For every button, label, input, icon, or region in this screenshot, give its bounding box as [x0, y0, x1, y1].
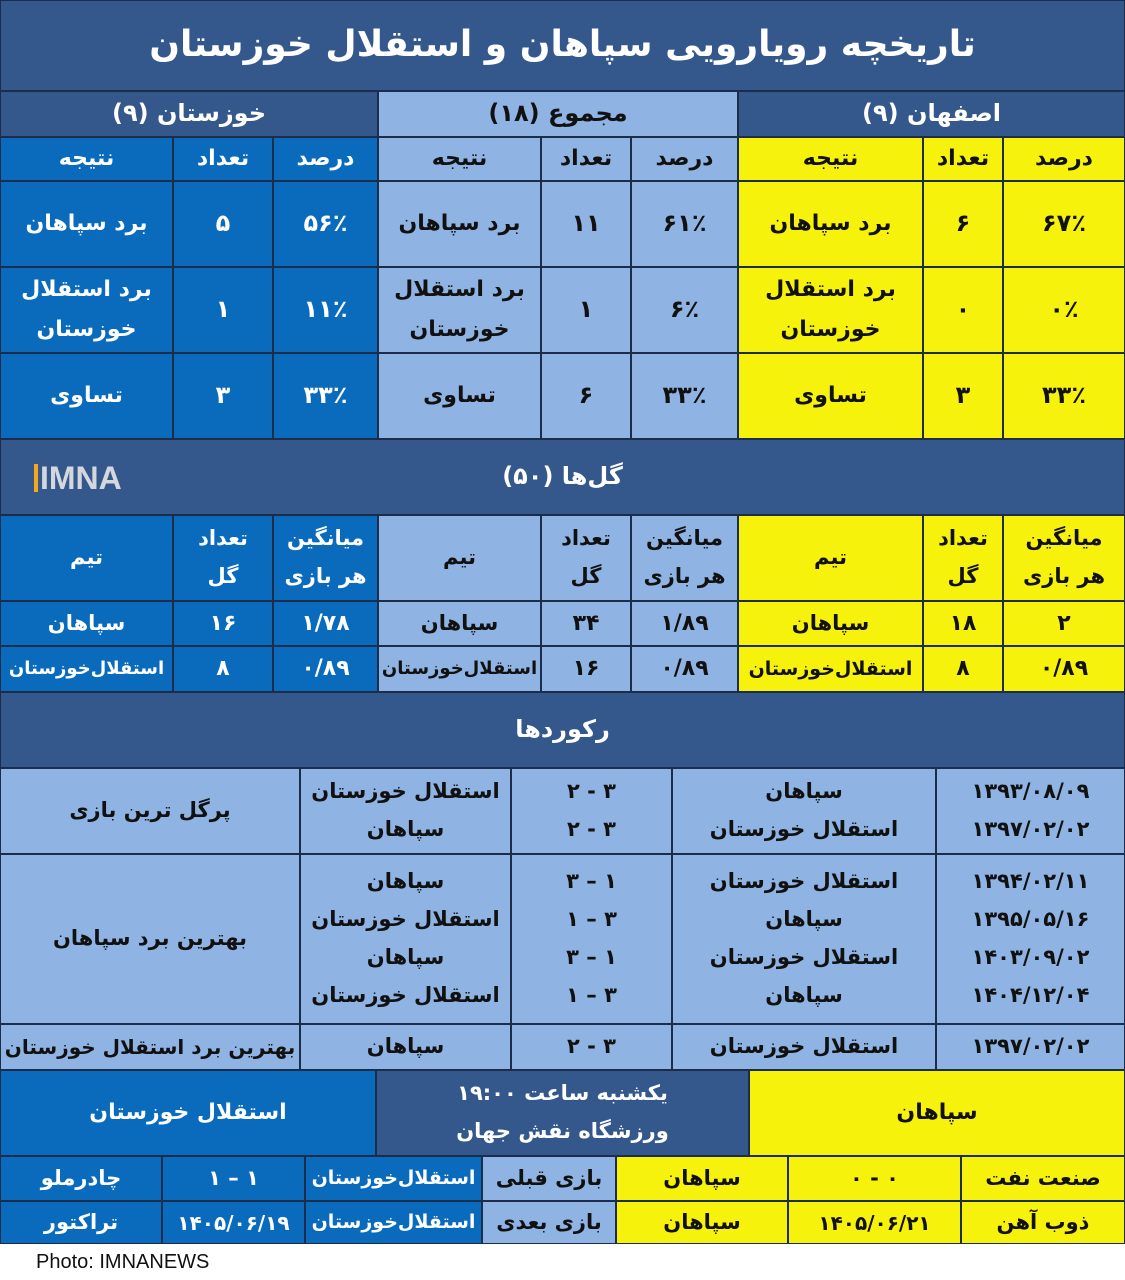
- khuzestan-count-value: ۳: [173, 353, 273, 439]
- total-percent-value: ۶۱٪: [631, 181, 738, 267]
- match-venue: ورزشگاه نقش جهان: [456, 1119, 669, 1143]
- isfahan-team-name: استقلال‌خوزستان: [738, 646, 923, 692]
- esteghlal-prev-team: استقلال‌خوزستان: [305, 1156, 482, 1201]
- prev-match-label: بازی قبلی: [482, 1156, 616, 1201]
- khuzestan-goals-count-header: تعداد گل: [173, 515, 273, 601]
- record-away-team: استقلال خوزستان سپاهان: [300, 768, 511, 854]
- esteghlal-next-date: ۱۴۰۵/۰۶/۱۹: [162, 1201, 305, 1244]
- isfahan-percent-value: ۳۳٪: [1003, 353, 1125, 439]
- record-home-team: استقلال خوزستان: [672, 1024, 936, 1070]
- total-team-name: استقلال‌خوزستان: [378, 646, 541, 692]
- next-match-label: بازی بعدی: [482, 1201, 616, 1244]
- khuzestan-count-value: ۱: [173, 267, 273, 353]
- total-result-header: نتیجه: [378, 137, 541, 181]
- match-away-team: استقلال خوزستان: [0, 1070, 376, 1156]
- khuzestan-percent-value: ۱۱٪: [273, 267, 378, 353]
- total-percent-value: ۶٪: [631, 267, 738, 353]
- total-goals-count-header: تعداد گل: [541, 515, 631, 601]
- logo-accent-bar: [34, 464, 38, 492]
- khuzestan-count-value: ۵: [173, 181, 273, 267]
- isfahan-goals-avg: ۲: [1003, 601, 1125, 646]
- khuzestan-team-name: استقلال‌خوزستان: [0, 646, 173, 692]
- isfahan-result-header: نتیجه: [738, 137, 923, 181]
- isfahan-percent-header: درصد: [1003, 137, 1125, 181]
- records-title: رکوردها: [0, 692, 1125, 768]
- khuzestan-result-label: تساوی: [0, 353, 173, 439]
- isfahan-goals-count-header: تعداد گل: [923, 515, 1003, 601]
- sepahan-next-date: ۱۴۰۵/۰۶/۲۱: [788, 1201, 961, 1244]
- total-result-label: تساوی: [378, 353, 541, 439]
- khuzestan-goals-avg: ۰/۸۹: [273, 646, 378, 692]
- record-date: ۱۳۹۳/۰۸/۰۹ ۱۳۹۷/۰۲/۰۲: [936, 768, 1125, 854]
- khuzestan-goals-count: ۱۶: [173, 601, 273, 646]
- total-count-value: ۱۱: [541, 181, 631, 267]
- isfahan-percent-value: ۶۷٪: [1003, 181, 1125, 267]
- total-count-header: تعداد: [541, 137, 631, 181]
- khuzestan-team-header: تیم: [0, 515, 173, 601]
- record-category-best-esteghlal-win: بهترین برد استقلال خوزستان: [0, 1024, 300, 1070]
- total-count-value: ۱: [541, 267, 631, 353]
- sepahan-prev-opponent: صنعت نفت: [961, 1156, 1125, 1201]
- total-avg-header: میانگین هر بازی: [631, 515, 738, 601]
- khuzestan-team-name: سپاهان: [0, 601, 173, 646]
- isfahan-team-header: تیم: [738, 515, 923, 601]
- total-goals-count: ۳۴: [541, 601, 631, 646]
- total-team-header: تیم: [378, 515, 541, 601]
- sepahan-next-team: سپاهان: [616, 1201, 788, 1244]
- total-count-value: ۶: [541, 353, 631, 439]
- isfahan-goals-avg: ۰/۸۹: [1003, 646, 1125, 692]
- match-home-team: سپاهان: [749, 1070, 1125, 1156]
- imna-logo: IMNA: [34, 458, 122, 498]
- total-result-label: برد سپاهان: [378, 181, 541, 267]
- khuzestan-goals-count: ۸: [173, 646, 273, 692]
- isfahan-result-label: برد سپاهان: [738, 181, 923, 267]
- record-score: ۳ - ۲ ۳ - ۲: [511, 768, 672, 854]
- isfahan-count-header: تعداد: [923, 137, 1003, 181]
- record-score: ۳ - ۲: [511, 1024, 672, 1070]
- isfahan-result-label: تساوی: [738, 353, 923, 439]
- sepahan-prev-team: سپاهان: [616, 1156, 788, 1201]
- sepahan-next-opponent: ذوب آهن: [961, 1201, 1125, 1244]
- isfahan-count-value: ۳: [923, 353, 1003, 439]
- total-goals-count: ۱۶: [541, 646, 631, 692]
- esteghlal-prev-score: ۱ – ۱: [162, 1156, 305, 1201]
- group-total-header: مجموع (۱۸): [378, 91, 738, 137]
- group-isfahan-header: اصفهان (۹): [738, 91, 1125, 137]
- isfahan-avg-header: میانگین هر بازی: [1003, 515, 1125, 601]
- sepahan-prev-score: ۰ - ۰: [788, 1156, 961, 1201]
- match-time: یکشنبه ساعت ۱۹:۰۰: [457, 1081, 668, 1106]
- khuzestan-avg-header: میانگین هر بازی: [273, 515, 378, 601]
- khuzestan-percent-value: ۳۳٪: [273, 353, 378, 439]
- total-team-name: سپاهان: [378, 601, 541, 646]
- khuzestan-count-header: تعداد: [173, 137, 273, 181]
- total-percent-header: درصد: [631, 137, 738, 181]
- khuzestan-result-label: برد استقلال خوزستان: [0, 267, 173, 353]
- total-goals-avg: ۱/۸۹: [631, 601, 738, 646]
- isfahan-count-value: ۶: [923, 181, 1003, 267]
- record-category-best-sepahan-win: بهترین برد سپاهان: [0, 854, 300, 1024]
- record-category-highest-scoring: پرگل ترین بازی: [0, 768, 300, 854]
- isfahan-percent-value: ۰٪: [1003, 267, 1125, 353]
- record-date: ۱۳۹۷/۰۲/۰۲: [936, 1024, 1125, 1070]
- isfahan-result-label: برد استقلال خوزستان: [738, 267, 923, 353]
- record-away-team: سپاهان استقلال خوزستان سپاهان استقلال خوزستان: [300, 854, 511, 1024]
- match-info: [376, 1070, 749, 1156]
- isfahan-goals-count: ۸: [923, 646, 1003, 692]
- record-home-team: استقلال خوزستان سپاهان استقلال خوزستان سپاهان: [672, 854, 936, 1024]
- isfahan-team-name: سپاهان: [738, 601, 923, 646]
- esteghlal-next-opponent: تراکتور: [0, 1201, 162, 1244]
- total-result-label: برد استقلال خوزستان: [378, 267, 541, 353]
- record-date: ۱۳۹۴/۰۲/۱۱ ۱۳۹۵/۰۵/۱۶ ۱۴۰۳/۰۹/۰۲ ۱۴۰۴/۱۲/۰۴: [936, 854, 1125, 1024]
- khuzestan-goals-avg: ۱/۷۸: [273, 601, 378, 646]
- total-percent-value: ۳۳٪: [631, 353, 738, 439]
- esteghlal-prev-opponent: چادرملو: [0, 1156, 162, 1201]
- total-goals-avg: ۰/۸۹: [631, 646, 738, 692]
- record-home-team: سپاهان استقلال خوزستان: [672, 768, 936, 854]
- khuzestan-percent-header: درصد: [273, 137, 378, 181]
- page-title: تاریخچه رویارویی سپاهان و استقلال خوزستان: [0, 0, 1125, 91]
- khuzestan-result-header: نتیجه: [0, 137, 173, 181]
- record-score: ۱ – ۳ ۳ – ۱ ۱ – ۳ ۳ – ۱: [511, 854, 672, 1024]
- khuzestan-percent-value: ۵۶٪: [273, 181, 378, 267]
- isfahan-count-value: ۰: [923, 267, 1003, 353]
- group-khuzestan-header: خوزستان (۹): [0, 91, 378, 137]
- record-away-team: سپاهان: [300, 1024, 511, 1070]
- esteghlal-next-team: استقلال‌خوزستان: [305, 1201, 482, 1244]
- goals-title: گل‌ها (۵۰): [0, 439, 1125, 515]
- photo-credit: Photo: IMNANEWS: [36, 1251, 210, 1273]
- khuzestan-result-label: برد سپاهان: [0, 181, 173, 267]
- isfahan-goals-count: ۱۸: [923, 601, 1003, 646]
